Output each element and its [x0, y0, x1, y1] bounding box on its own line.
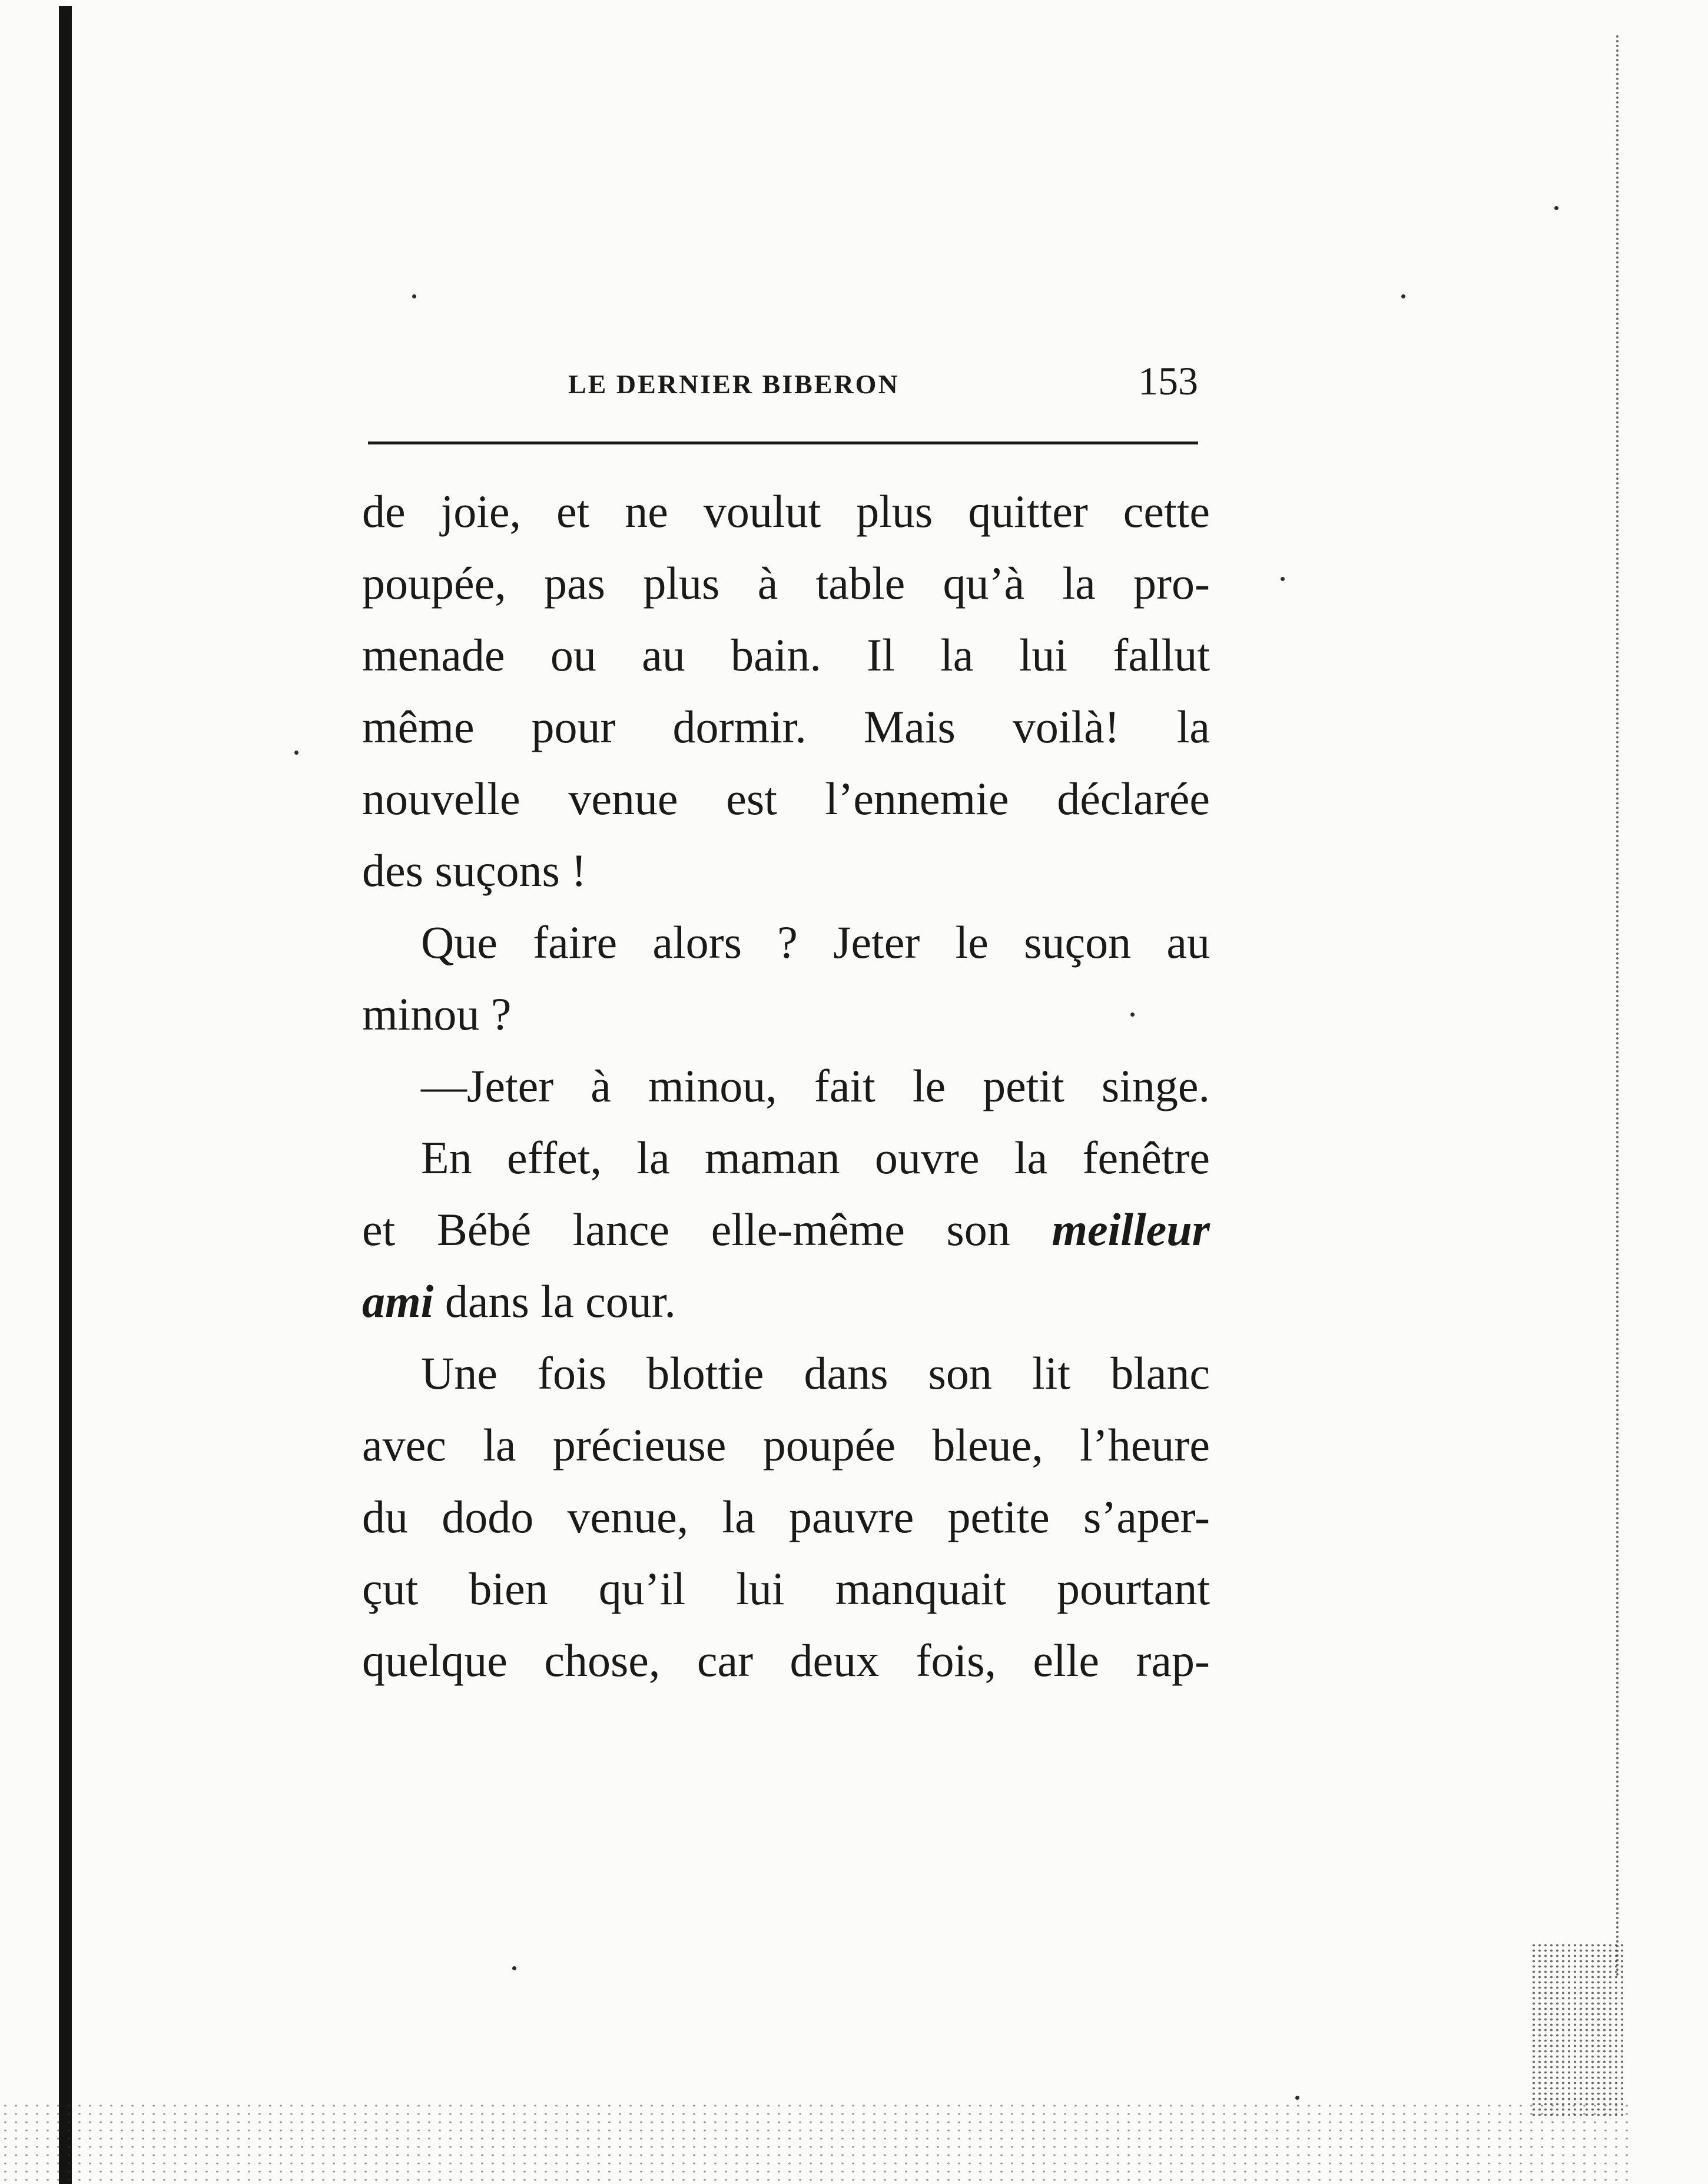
italic-word: meilleur — [1052, 1204, 1210, 1255]
paragraph-first-line: En effet, la maman ouvre la fenêtre — [421, 1132, 1210, 1183]
scan-speck — [1401, 294, 1405, 298]
scan-speck — [1281, 577, 1285, 581]
text-line: du dodo venue, la pauvre petite s’aper- — [362, 1491, 1210, 1542]
running-head — [365, 347, 1198, 412]
binding-edge — [59, 6, 72, 2184]
dialogue-line: —Jeter à minou, fait le petit singe. — [421, 1060, 1210, 1111]
text-line: avec la précieuse poupée bleue, l’heure — [362, 1419, 1210, 1471]
text-line: nouvelle venue est l’ennemie déclarée — [362, 773, 1210, 824]
scan-speck — [412, 294, 416, 298]
paragraph-first-line: Que faire alors ? Jeter le suçon au — [421, 917, 1210, 968]
text-line — [362, 1266, 1210, 1337]
text-line — [362, 1194, 1210, 1266]
scan-speck — [294, 751, 299, 755]
text-line: quelque chose, car deux fois, elle rap- — [362, 1635, 1210, 1686]
text-line: des suçons ! — [362, 845, 587, 896]
running-title: LE DERNIER BIBERON — [568, 369, 900, 399]
page-number: 153 — [1138, 359, 1198, 403]
scan-speck — [512, 1966, 516, 1970]
header-rule — [368, 442, 1198, 444]
scan-noise-bottom — [0, 2102, 1631, 2184]
text-line: même pour dormir. Mais voilà! la — [362, 701, 1210, 752]
scan-speck — [1295, 2096, 1299, 2100]
body-text — [362, 476, 1210, 1697]
text-line: poupée, pas plus à table qu’à la pro- — [362, 557, 1210, 609]
text-run: et Bébé lance elle-même son — [362, 1204, 1010, 1255]
text-line: minou ? — [362, 988, 512, 1040]
text-line: çut bien qu’il lui manquait pourtant — [362, 1563, 1210, 1614]
scan-noise-corner — [1531, 1943, 1625, 2119]
text-run: dans la cour. — [445, 1276, 676, 1327]
italic-word: ami — [362, 1276, 434, 1327]
text-line: menade ou au bain. Il la lui fallut — [362, 629, 1210, 681]
scan-speck — [1554, 206, 1558, 210]
paragraph-first-line: Une fois blottie dans son lit blanc — [421, 1347, 1210, 1399]
page-right-edge — [1616, 35, 1619, 1978]
text-line: de joie, et ne voulut plus quitter cette — [362, 486, 1210, 537]
